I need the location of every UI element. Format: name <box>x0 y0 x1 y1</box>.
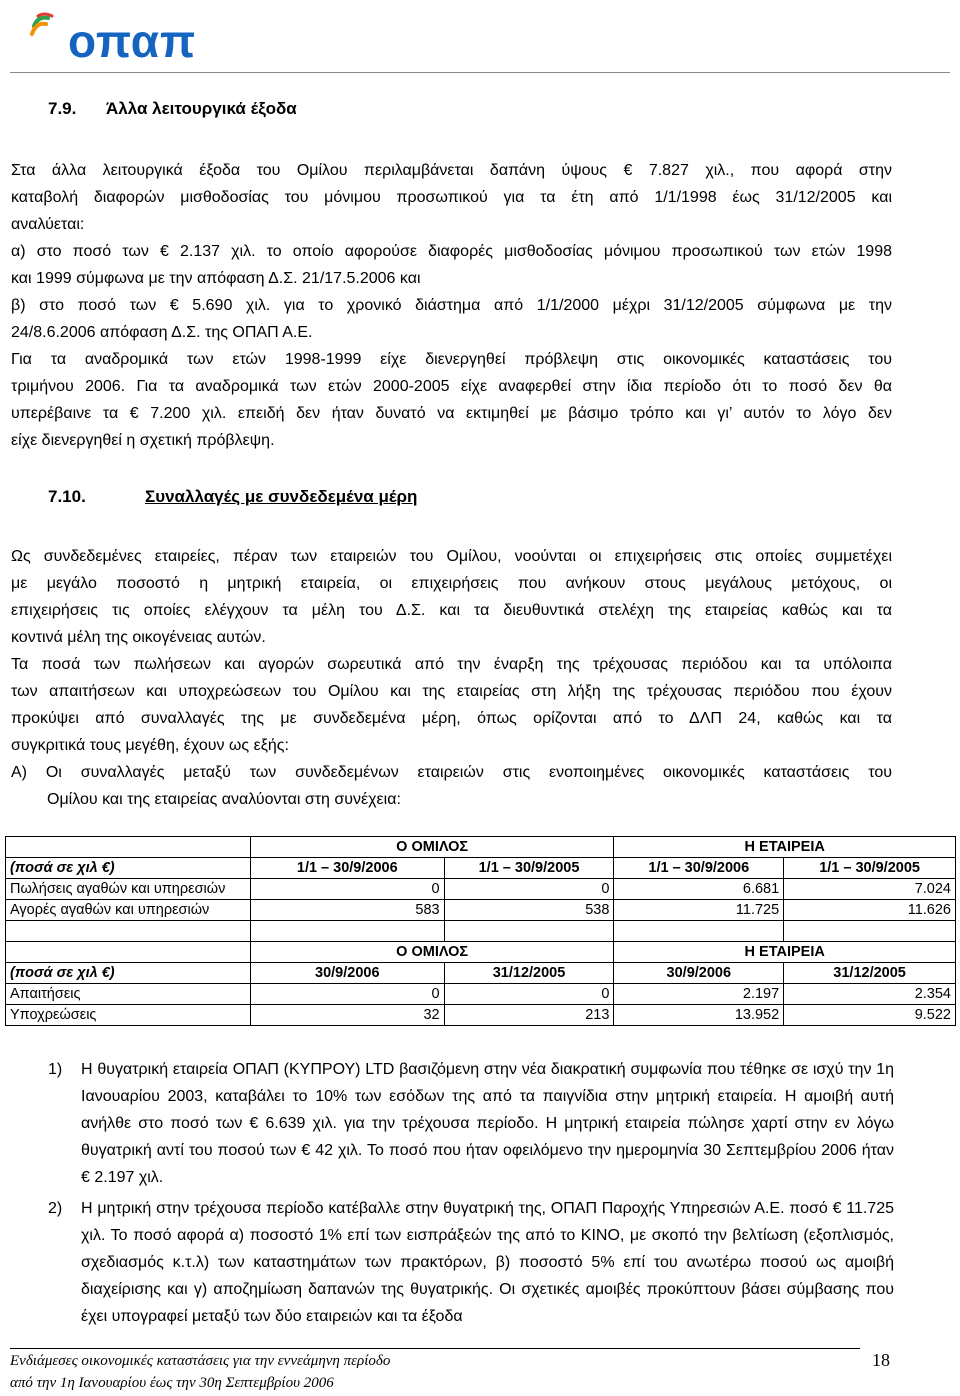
text-line: Τα ποσά των πωλήσεων και αγορών σωρευτικά από την έναρξη της τρέχουσας περιόδου και τα υπόλοιπα <box>11 656 892 673</box>
section-7-10-body <box>11 543 892 813</box>
table-row <box>6 858 956 879</box>
group-header-company: Η ΕΤΑΙΡΕΙΑ <box>614 837 956 858</box>
text-line: Ομίλου και της εταιρείας αναλύονται στη συνέχεια: <box>47 791 401 808</box>
table-row <box>6 1005 956 1026</box>
table-row <box>6 963 956 984</box>
footer-divider <box>10 1348 860 1349</box>
text-line: β) στο ποσό των € 5.690 χιλ. για το χρονικό διάστημα από 1/1/2000 μέχρι 31/12/2005 σύμφωνα με την <box>11 297 892 314</box>
text-line: είχε διενεργηθεί η σχετική πρόβλεψη. <box>11 432 275 449</box>
column-header: 31/12/2005 <box>444 963 614 984</box>
table-row <box>6 837 956 858</box>
page-number: 18 <box>872 1350 890 1370</box>
text-line: α) στο ποσό των € 2.137 χιλ. το οποίο αφορούσε διαφορές μισθοδοσίας μόνιμου προσωπικού των ετών 1998 <box>11 243 892 260</box>
cell-value: 0 <box>250 984 444 1005</box>
text-line: προκύψει από συναλλαγές της με συνδεδεμένα μέρη, όπως ορίζονται από το ΔΛΠ 24, καθώς και τα <box>11 710 892 727</box>
section-title-7-10: Συναλλαγές με συνδεδεμένα μέρη <box>145 487 418 506</box>
group-header-company: Η ΕΤΑΙΡΕΙΑ <box>614 942 956 963</box>
cell-value: 32 <box>250 1005 444 1026</box>
column-header: 30/9/2006 <box>614 963 784 984</box>
note-number: 1) <box>48 1061 63 1078</box>
column-header: 1/1 – 30/9/2006 <box>250 858 444 879</box>
section-number-7-9: 7.9. <box>48 99 77 118</box>
cell-value: 9.522 <box>784 1005 956 1026</box>
note-number: 2) <box>48 1200 63 1217</box>
text-line: τριμήνου 2006. Για τα αναδρομικά των ετών 2000-2005 είχε αναφερθεί στην ίδια περίοδο ότι το ποσό δεν θα <box>11 378 892 395</box>
cell-value: 583 <box>250 900 444 921</box>
text-line: καταβολή διαφορών μισθοδοσίας του μόνιμου προσωπικού για τα έτη από 1/1/1998 έως 31/12/2005 και <box>11 189 892 206</box>
column-header: 1/1 – 30/9/2006 <box>614 858 784 879</box>
opap-logo <box>28 8 208 68</box>
text-line: αναλύεται: <box>11 216 85 233</box>
row-label: Απαιτήσεις <box>6 984 251 1005</box>
text-line: συγκριτικά τους μεγέθη, έχουν ως εξής: <box>11 737 289 754</box>
text-line: Ως συνδεδεμένες εταιρείες, πέραν των εταιρειών του Ομίλου, νοούνται οι επιχειρήσεις στις οποίες συμμετέχει <box>11 548 892 565</box>
notes-list <box>48 1056 894 1334</box>
table-spacer-row <box>6 921 956 942</box>
text-line: υπερέβαινε τα € 7.200 χιλ. επειδή δεν ήταν δυνατό να εκτιμηθεί με βάσιμο τρόπο και γι’ αυτόν το λόγο δεν <box>11 405 892 422</box>
text-line: Στα άλλα λειτουργικά έξοδα του Ομίλου περιλαμβάνεται δαπάνη ύψους € 7.827 χιλ., που αφορά στην <box>11 162 892 179</box>
text-line: κοντινά μέλη της οικογένειας αυτών. <box>11 629 266 646</box>
cell-value: 0 <box>444 879 614 900</box>
related-party-table <box>5 836 956 1026</box>
text-line: των απαιτήσεων και υποχρεώσεων του Ομίλου και της εταιρείας στη λήξη της τρέχουσας περιόδου που έχουν <box>11 683 892 700</box>
text-line: και 1999 σύμφωνα με την απόφαση Δ.Σ. 21/17.5.2006 και <box>11 270 421 287</box>
group-header-group: Ο ΟΜΙΛΟΣ <box>250 942 613 963</box>
text-line: με μεγάλο ποσοστό η μητρική εταιρεία, οι επιχειρήσεις που ανήκουν στους μεγάλους μετόχους, οι <box>11 575 892 592</box>
text-line: Α) Οι συναλλαγές μεταξύ των συνδεδεμένων εταιρειών στις ενοποιημένες οικονομικές καταστάσεις του <box>11 764 892 781</box>
cell-value: 2.354 <box>784 984 956 1005</box>
cell-value: 7.024 <box>784 879 956 900</box>
footer <box>10 1350 390 1394</box>
footer-line-2: από την 1η Ιανουαρίου έως την 30η Σεπτεμβρίου 2006 <box>10 1375 334 1391</box>
column-header: 1/1 – 30/9/2005 <box>784 858 956 879</box>
cell-value: 13.952 <box>614 1005 784 1026</box>
cell-value: 0 <box>444 984 614 1005</box>
group-header-group: Ο ΟΜΙΛΟΣ <box>250 837 613 858</box>
cell-value: 0 <box>250 879 444 900</box>
text-line: Για τα αναδρομικά των ετών 1998-1999 είχε διενεργηθεί πρόβλεψη στις οικονομικές καταστάσεις του <box>11 351 892 368</box>
note-text: Η μητρική στην τρέχουσα περίοδο κατέβαλλε στην θυγατρική της, ΟΠΑΠ Παροχής Υπηρεσιών Α.Ε. ποσό € 11.725 χιλ. Το ποσό αφορά α) ποσοστό 1% επί των εισπράξεών της από το ΚΙΝΟ, με σκοπό την βελτίωση (εξοπλισμός, σχεδιασμός κ.τ.λ) των καταστημάτων των πρακτόρων, β) ποσοστό 5% επί του ανωτέρω ποσού ως αμοιβή διαχείρισης και γ) αποζημίωση δαπανών της θυγατρικής. Οι σχετικές αμοιβές προκύπτουν βάσει σύμβασης που έχει υπογραφεί μεταξύ των δύο εταιρειών και τα έξοδα <box>81 1200 894 1325</box>
column-header: 31/12/2005 <box>784 963 956 984</box>
cell-value: 11.626 <box>784 900 956 921</box>
cell-value: 538 <box>444 900 614 921</box>
column-header: 1/1 – 30/9/2005 <box>444 858 614 879</box>
unit-label: (ποσά σε χιλ €) <box>6 963 251 984</box>
section-7-9-body <box>11 157 892 454</box>
cell-value: 2.197 <box>614 984 784 1005</box>
list-item <box>48 1056 894 1191</box>
header-divider <box>10 72 950 73</box>
text-line: 24/8.6.2006 απόφαση Δ.Σ. της ΟΠΑΠ Α.Ε. <box>11 324 313 341</box>
footer-line-1: Ενδιάμεσες οικονομικές καταστάσεις για την εννεάμηνη περίοδο <box>10 1353 391 1369</box>
logo-text: οπαπ <box>68 15 197 67</box>
table-row <box>6 900 956 921</box>
cell-value: 6.681 <box>614 879 784 900</box>
table-row <box>6 984 956 1005</box>
table-row <box>6 879 956 900</box>
cell-value: 11.725 <box>614 900 784 921</box>
cell-value: 213 <box>444 1005 614 1026</box>
section-title-7-9: Άλλα λειτουργικά έξοδα <box>106 99 297 118</box>
row-label: Υποχρεώσεις <box>6 1005 251 1026</box>
column-header: 30/9/2006 <box>250 963 444 984</box>
list-item <box>48 1195 894 1330</box>
row-label: Πωλήσεις αγαθών και υπηρεσιών <box>6 879 251 900</box>
table-row <box>6 942 956 963</box>
row-label: Αγορές αγαθών και υπηρεσιών <box>6 900 251 921</box>
section-number-7-10: 7.10. <box>48 487 86 506</box>
note-text: Η θυγατρική εταιρεία ΟΠΑΠ (ΚΥΠΡΟΥ) LTD βασιζόμενη στην νέα διακρατική συμφωνία που τέθηκε σε ισχύ την 1η Ιανουαρίου 2003, καταβάλει το 10% των εσόδων της από τα παιγνίδια στην μητρική εταιρεία. Η αμοιβή αυτή ανήλθε στο ποσό των € 6.639 χιλ. για την τρέχουσα περίοδο. Η μητρική εταιρεία πώλησε χαρτί στην εν λόγω θυγατρική αντί του ποσού των € 42 χιλ. Το ποσό που ήταν οφειλόμενο την ημερομηνία 30 Σεπτεμβρίου 2006 ήταν € 2.197 χιλ. <box>81 1061 894 1186</box>
text-line: επιχειρήσεις τις οποίες ελέγχουν τα μέλη του Δ.Σ. και τα διευθυντικά στελέχη της εταιρείας καθώς και τα <box>11 602 892 619</box>
unit-label: (ποσά σε χιλ €) <box>6 858 251 879</box>
